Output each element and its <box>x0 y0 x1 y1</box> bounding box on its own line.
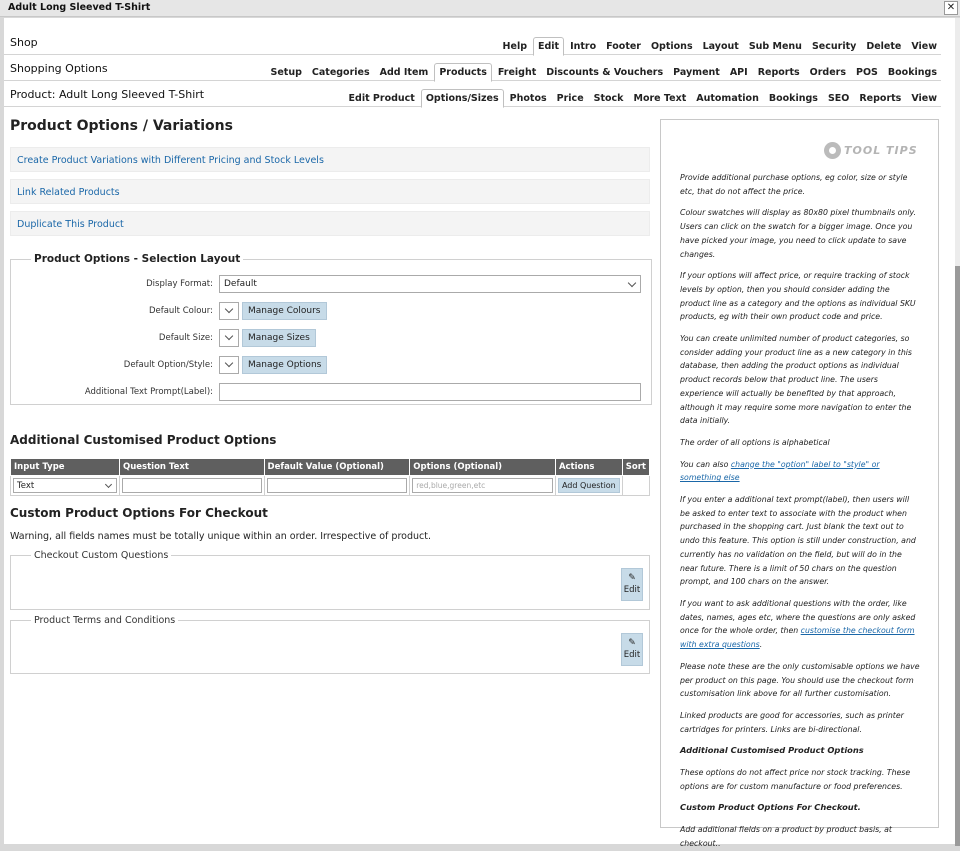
link-related-products-link[interactable]: Link Related Products <box>10 179 650 204</box>
default-size-row <box>21 324 641 351</box>
shop-tab-sub-menu[interactable]: Sub Menu <box>748 41 802 52</box>
tip-text: If you enter a additional text prompt(label), then users will be asked to enter text to associate with the product when purchased in the shopping cart. Just blank the text out to undo this feature. This option is still under construction, and currently has no validation on the field, but will do in the near future. There is a limit of 50 chars on the question prompt, and 100 chars on the answer. <box>680 495 916 587</box>
default-value-cell <box>264 476 410 496</box>
tip-heading: Custom Product Options For Checkout. <box>680 802 861 813</box>
manage-options-button[interactable]: Manage Options <box>242 356 327 374</box>
tip-text <box>680 597 920 652</box>
tip-text: Provide additional purchase options, eg color, size or style etc, that do not affect the price. <box>680 173 908 196</box>
product-tab-price[interactable]: Price <box>556 93 584 104</box>
shop-nav <box>4 29 941 55</box>
shop-tab-options[interactable]: Options <box>650 41 693 52</box>
tip-heading: Additional Customised Product Options <box>680 745 864 756</box>
tip-text: Linked products are good for accessories, such as printer cartridges for printers. Links are bi-directional. <box>680 710 904 734</box>
display-format-value: Default <box>224 278 257 289</box>
tip-text: The order of all options is alphabetical <box>680 437 830 447</box>
product-tabs <box>343 88 941 107</box>
tip-text-post: . <box>759 640 763 650</box>
shop-tab-layout[interactable]: Layout <box>702 41 739 52</box>
options-cell <box>410 476 556 496</box>
table-header-row <box>11 459 650 476</box>
shop-tab-security[interactable]: Security <box>811 41 857 52</box>
input-type-select[interactable] <box>13 478 117 493</box>
shopping-options-tab-setup[interactable]: Setup <box>270 67 302 78</box>
product-tab-seo[interactable]: SEO <box>827 93 850 104</box>
product-tab-photos[interactable]: Photos <box>509 93 547 104</box>
default-size-select[interactable] <box>219 329 239 347</box>
display-format-row <box>21 270 641 297</box>
column-header: Options (Optional) <box>410 459 556 476</box>
product-tab-view[interactable]: View <box>911 93 937 104</box>
tip-text <box>680 458 920 485</box>
column-header: Input Type <box>11 459 120 476</box>
shopping-options-tab-categories[interactable]: Categories <box>311 67 370 78</box>
close-icon[interactable]: ✕ <box>944 1 958 15</box>
chevron-down-icon <box>628 278 636 286</box>
product-tab-stock[interactable]: Stock <box>593 93 624 104</box>
default-style-label: Default Option/Style: <box>123 359 213 370</box>
page-title: Product Options / Variations <box>10 118 233 134</box>
shop-tabs <box>497 36 941 55</box>
checkout-options-title: Custom Product Options For Checkout <box>10 506 268 520</box>
window-title: Adult Long Sleeved T-Shirt <box>8 2 151 13</box>
tool-tips-logo-text: TOOL TIPS <box>844 144 918 157</box>
product-tab-automation[interactable]: Automation <box>696 93 759 104</box>
tip-text: Colour swatches will display as 80x80 pixel thumbnails only. Users can click on the swatch for a bigger image. Once you have picked your image, you need to click update to save changes. <box>680 208 917 259</box>
product-nav <box>4 81 941 107</box>
product-terms-fieldset <box>10 615 650 674</box>
actions-cell <box>555 476 622 496</box>
default-style-row <box>21 351 641 378</box>
input-type-cell <box>11 476 120 496</box>
column-header: Question Text <box>120 459 265 476</box>
question-text-input[interactable] <box>122 478 262 493</box>
chevron-down-icon <box>225 331 233 339</box>
question-text-cell <box>120 476 265 496</box>
column-header: Sort <box>622 459 649 476</box>
product-tab-options-sizes[interactable]: Options/Sizes <box>421 89 504 108</box>
shopping-options-tab-discounts-vouchers[interactable]: Discounts & Vouchers <box>546 67 664 78</box>
duplicate-product-link[interactable]: Duplicate This Product <box>10 211 650 236</box>
input-type-value: Text <box>17 481 35 491</box>
checkout-questions-fieldset <box>10 550 650 610</box>
tip-text: You can create unlimited number of product categories, so consider adding your product line as a new category in this database, then adding the product options as individual product records below that product line. The users experience will actually be benefited by that approach, although it may require some more navigation to enter the data initially. <box>680 334 912 426</box>
display-format-select[interactable] <box>219 275 641 293</box>
product-nav-label: Product: Adult Long Sleeved T-Shirt <box>10 88 205 101</box>
change-option-label-link[interactable]: change the "option" label to "style" or something else <box>680 459 880 483</box>
column-header: Actions <box>555 459 622 476</box>
edit-label: Edit <box>623 585 641 595</box>
default-colour-select[interactable] <box>219 302 239 320</box>
default-style-select[interactable] <box>219 356 239 374</box>
scrollbar-thumb[interactable] <box>955 266 960 846</box>
edit-product-terms-button[interactable] <box>621 633 643 666</box>
tip-text: Please note these are the only customisable options we have per product on this page. You should use the checkout form customisation link above for all further customisation. <box>680 661 920 699</box>
shopping-options-tab-freight[interactable]: Freight <box>497 67 537 78</box>
vertical-scrollbar[interactable] <box>955 18 960 846</box>
display-format-label: Display Format: <box>146 278 213 289</box>
edit-icon: ✎ <box>628 638 636 648</box>
shopping-options-tab-api[interactable]: API <box>729 67 748 78</box>
selection-layout-fieldset <box>10 253 652 405</box>
checkout-questions-legend: Checkout Custom Questions <box>34 550 169 561</box>
shopping-options-tab-payment[interactable]: Payment <box>673 67 720 78</box>
customise-checkout-form-link[interactable]: customise the checkout form with extra questions <box>680 626 915 650</box>
product-terms-legend: Product Terms and Conditions <box>34 615 176 626</box>
shop-tab-intro[interactable]: Intro <box>570 41 597 52</box>
tool-tips-panel <box>660 119 939 848</box>
window-titlebar <box>0 0 960 17</box>
tip-text: These options do not affect price nor stock tracking. These options are for custom manufacture or food preferences. <box>680 768 911 791</box>
tip-text-pre: You can also <box>680 459 731 469</box>
text-prompt-row <box>21 378 641 405</box>
editor-panel <box>4 18 955 848</box>
shop-tab-help[interactable]: Help <box>502 41 527 52</box>
shopping-options-tab-pos[interactable]: POS <box>856 67 878 78</box>
shopping-options-tab-reports[interactable]: Reports <box>757 67 800 78</box>
product-tab-edit-product[interactable]: Edit Product <box>348 93 415 104</box>
chevron-down-icon <box>225 358 233 366</box>
unique-fields-warning: Warning, all fields names must be totally unique within an order. Irrespective of product. <box>10 531 431 542</box>
add-question-button[interactable]: Add Question <box>558 478 620 493</box>
sort-cell <box>622 476 649 496</box>
shop-tab-edit[interactable]: Edit <box>533 37 564 56</box>
table-row <box>11 476 650 496</box>
default-colour-row <box>21 297 641 324</box>
shopping-options-tabs <box>265 62 942 81</box>
tip-text: Add additional fields on a product by product basis, at checkout.. <box>680 825 892 848</box>
edit-checkout-questions-button[interactable] <box>621 568 643 601</box>
shopping-options-label: Shopping Options <box>10 62 108 75</box>
main-content <box>10 118 650 674</box>
options-input[interactable]: red,blue,green,etc <box>412 478 553 493</box>
default-value-input[interactable] <box>267 478 408 493</box>
custom-options-title: Additional Customised Product Options <box>10 433 277 447</box>
tip-text-pre: If you want to ask additional questions with the order, like dates, names, ages etc, where the questions are only asked once for the whole order, then <box>680 598 916 636</box>
tool-tips-logo <box>824 142 920 159</box>
custom-options-table <box>10 458 650 496</box>
product-tab-more-text[interactable]: More Text <box>633 93 687 104</box>
shop-tab-view[interactable]: View <box>911 41 937 52</box>
shop-tab-delete[interactable]: Delete <box>866 41 902 52</box>
shopping-options-tab-products[interactable]: Products <box>434 63 492 82</box>
selection-layout-legend: Product Options - Selection Layout <box>34 253 241 265</box>
manage-colours-button[interactable]: Manage Colours <box>242 302 327 320</box>
shopping-options-tab-add-item[interactable]: Add Item <box>379 67 429 78</box>
tool-tips-gear-icon <box>824 142 841 159</box>
shop-nav-label: Shop <box>10 36 38 49</box>
chevron-down-icon <box>225 304 233 312</box>
product-tab-bookings[interactable]: Bookings <box>768 93 818 104</box>
default-colour-label: Default Colour: <box>148 305 213 316</box>
shopping-options-tab-orders[interactable]: Orders <box>809 67 847 78</box>
product-tab-reports[interactable]: Reports <box>859 93 902 104</box>
text-prompt-label: Additional Text Prompt(Label): <box>84 386 213 397</box>
tip-text: If your options will affect price, or require tracking of stock levels by option, then you should consider adding the product line as a category and the options as individual SKU products, eg with their own product code and price. <box>680 271 916 322</box>
shopping-options-tab-bookings[interactable]: Bookings <box>887 67 937 78</box>
shop-tab-footer[interactable]: Footer <box>606 41 641 52</box>
default-size-label: Default Size: <box>158 332 213 343</box>
create-variations-link[interactable]: Create Product Variations with Different Pricing and Stock Levels <box>10 147 650 172</box>
chevron-down-icon <box>105 481 112 488</box>
column-header: Default Value (Optional) <box>264 459 410 476</box>
edit-label: Edit <box>623 650 641 660</box>
text-prompt-input[interactable] <box>219 383 641 401</box>
shopping-options-nav <box>4 55 941 81</box>
manage-sizes-button[interactable]: Manage Sizes <box>242 329 316 347</box>
edit-icon: ✎ <box>628 573 636 583</box>
